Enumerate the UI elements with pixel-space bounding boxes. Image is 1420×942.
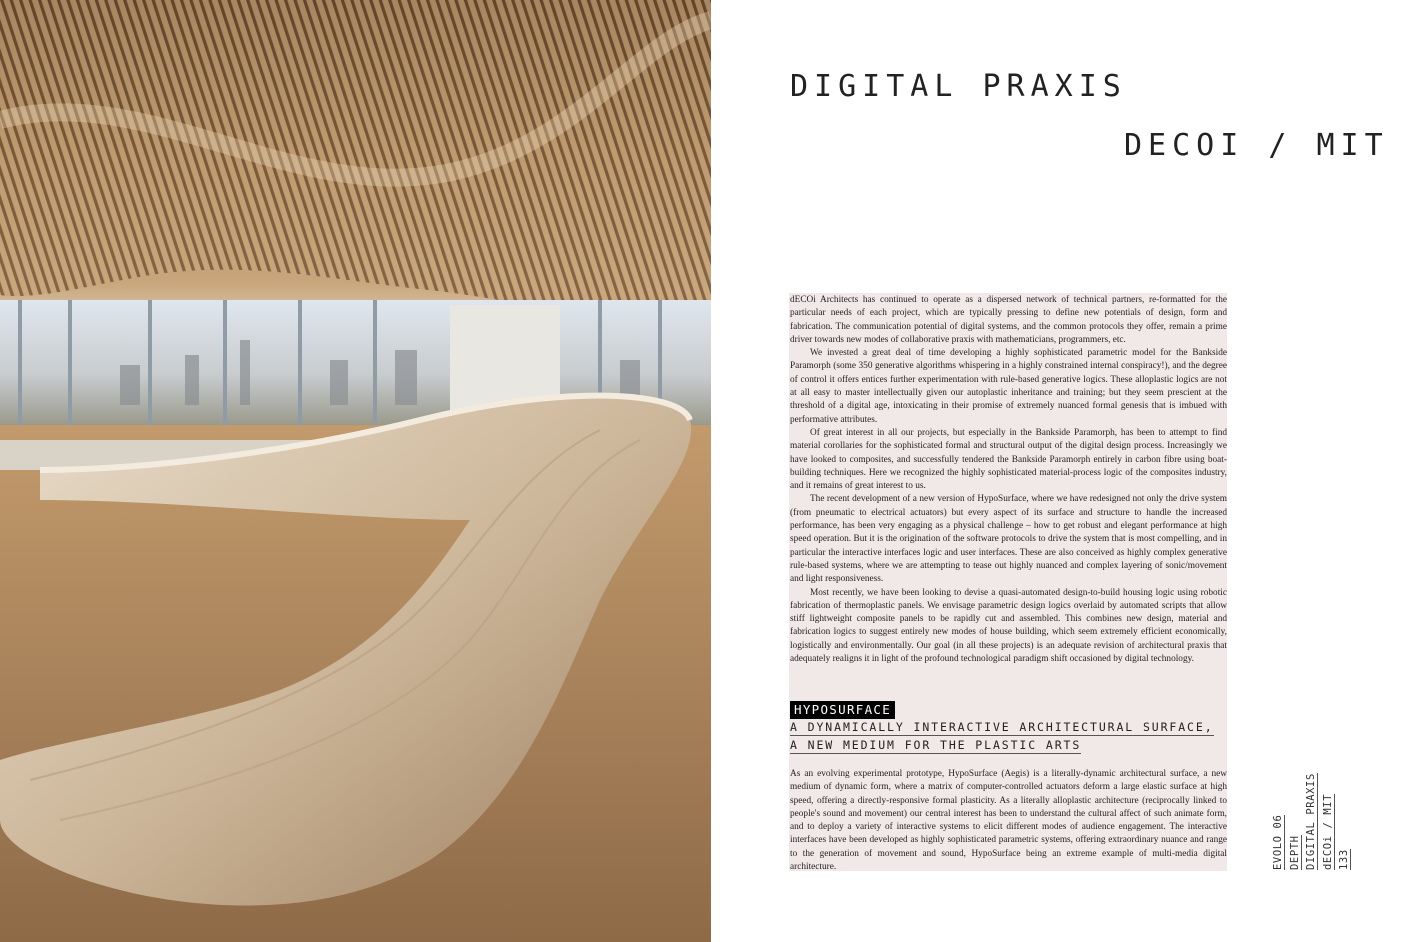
footer-vertical [1270, 773, 1353, 870]
page-subtitle: DECOI / MIT [1124, 128, 1389, 163]
footer-line2: DEPTH [1288, 835, 1301, 870]
footer-line3: DIGITAL PRAXIS [1305, 773, 1317, 870]
hyposurface-body-wrap [790, 768, 1227, 874]
body-paragraph-3: Of great interest in all our projects, but especially in the Bankside Paramorph, has been to attempt to find material corollaries for the sophisticated formal and structural output of the digital design process. Increasingly we have looked to composites, and successfully tendered the Bankside Paramorph entirely in carbon fibre using boat-building techniques. Here we recognized the highly sophisticated material-process logic of the composites industry, and it remains of great interest to us. [790, 427, 1227, 492]
footer-line4: dECOi / MIT [1321, 793, 1334, 870]
hyposurface-subtitle-line2: A NEW MEDIUM FOR THE PLASTIC ARTS [790, 738, 1082, 752]
body-paragraph-1: dECOi Architects has continued to operate as a dispersed network of technical partners, re-formatted for the particular needs of each project, which are typically pressing to define new potentials of design, form and fabrication. The communication potential of digital systems, and the common protocols they offer, remain a prime driver towards new modes of collaborative praxis with mathematicians, programmers, etc. [790, 295, 1227, 345]
body-paragraph-5: Most recently, we have been looking to devise a quasi-automated design-to-build housing logic using robotic fabrication of thermoplastic panels. We envisage parametric design logics overlaid by automated scripts that allow stiff lightweight composite panels to be rapidly cut and assembled. This combines new design, material and fabrication logics to suggest entirely new modes of house building, which seem extremely efficient economically, logistically and environmentally. Our goal (in all these projects) is an adequate revision of architectural praxis that adequately realigns it in light of the profound technological paradigm shift occasioned by digital technology. [790, 587, 1227, 665]
body-paragraph-2: We invested a great deal of time developing a highly sophisticated parametric model for the Bankside Paramorph (some 350 generative algorithms whispering in a highly constrained internal conspiracy!), and the degree of control it offers entices further experimentation with rule-based generative logics. These alloplastic logics are not at all easy to master intellectually given our autoplastic inheritance and training; but they seem prescient at the threshold of a digital age, intoxicating in their promise of extremely nuanced formal genesis that is imbued with performative attributes. [790, 348, 1227, 425]
page-title: DIGITAL PRAXIS [790, 69, 1127, 104]
hyposurface-subtitle-line1: A DYNAMICALLY INTERACTIVE ARCHITECTURAL SURFACE, [790, 720, 1214, 734]
body-paragraph-4: The recent development of a new version of HypoSurface, where we have redesigned not only the drive system (from pneumatic to electrical actuators) but every aspect of its surface and structure to handle the increased performance, has been very engaging as a physical challenge – how to get robust and elegant performance at high speed operation. But it is the origination of the software protocols to drive the system that is most compelling, and in particular the interactive interfaces logic and user interfaces. These are also conceived as highly complex generative rule-based systems, where we are attempting to tease out highly nuanced and complex layering of sonic/movement and light responsiveness. [790, 494, 1227, 585]
hyposurface-body: As an evolving experimental prototype, HypoSurface (Aegis) is a literally-dynamic architectural surface, a new medium of dynamic form, where a matrix of computer-controlled actuators deform a large elastic surface at high speed, offering a directly-responsive formal plasticity. As a literally alloplastic architecture (reciprocally linked to people's sound and movement) our central interest has been to understand the cultural affect of such animate form, and to deploy a variety of interactive systems to elicit different modes of audience engagement. The interactive interfaces have been developed as highly sophisticated parametric systems, offering extraordinary nuance and range to the generation of movement and sound, HypoSurface being an extreme example of multi-media digital architecture. [790, 769, 1227, 873]
hyposurface-label: HYPOSURFACE [790, 701, 895, 719]
body-text [790, 294, 1227, 666]
footer-line1: EVOLO 06 [1272, 814, 1284, 870]
page-number: 133 [1338, 849, 1350, 870]
